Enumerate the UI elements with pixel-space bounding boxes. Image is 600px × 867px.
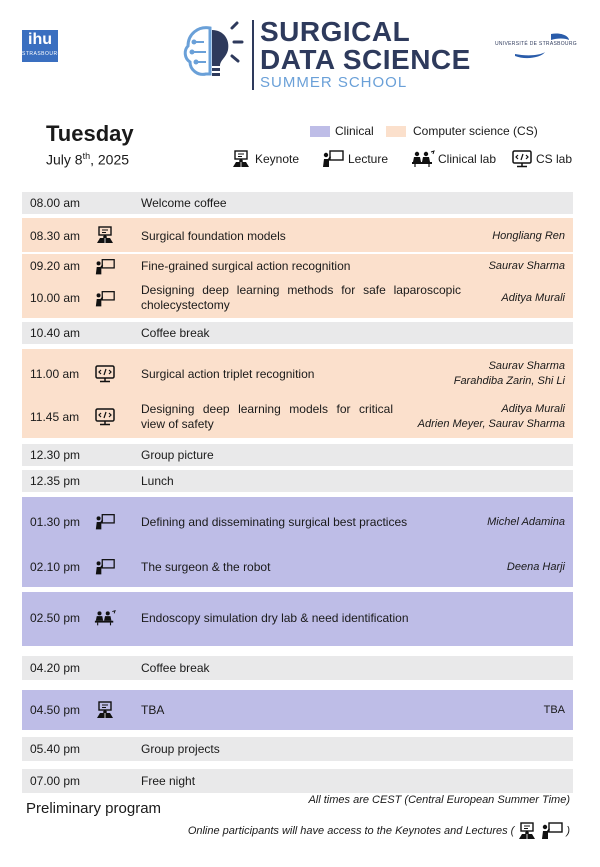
schedule-row — [22, 592, 573, 646]
cs-lab-icon — [94, 408, 116, 426]
session-title: Surgical action triplet recognition — [141, 367, 315, 381]
legend-cs-swatch — [386, 126, 406, 137]
session-speaker: TBA — [543, 704, 565, 716]
session-time: 07.00 pm — [30, 774, 81, 788]
brain-bulb-logo-icon — [180, 20, 246, 84]
session-speaker: Aditya Murali — [501, 292, 565, 304]
day-title: Tuesday — [46, 121, 134, 146]
session-title: TBA — [141, 703, 165, 717]
session-time: 04.20 pm — [30, 661, 81, 675]
session-title: Endoscopy simulation dry lab & need identification — [141, 611, 409, 625]
timezone-note: All times are CEST (Central European Summer Time) — [308, 794, 570, 806]
lecture-icon — [94, 513, 116, 531]
university-logo: UNIVERSITÉ DE STRASBOURG — [495, 30, 575, 62]
lecture-icon — [540, 822, 564, 840]
session-title: Group projects — [141, 742, 220, 756]
session-time: 01.30 pm — [30, 515, 81, 529]
title-divider — [252, 20, 254, 90]
schedule-row — [22, 254, 573, 278]
schedule-row — [22, 769, 573, 793]
legend-cs-lab: CS lab — [511, 150, 572, 168]
session-speaker: Hongliang Ren — [492, 230, 565, 242]
clinical-lab-icon — [411, 150, 435, 168]
session-title: Designing deep learning methods for safe laparoscopic cholecystectomy — [141, 283, 461, 312]
session-time: 10.00 am — [30, 291, 81, 305]
schedule-row — [22, 737, 573, 761]
keynote-icon — [94, 701, 116, 719]
legend-cs-label: Computer science (CS) — [413, 124, 538, 138]
cs-lab-icon — [94, 365, 116, 383]
schedule-row — [22, 444, 573, 466]
session-time: 11.45 am — [30, 410, 80, 424]
preliminary-label: Preliminary program — [26, 800, 162, 817]
session-time: 02.50 pm — [30, 611, 81, 625]
schedule-row — [22, 656, 573, 680]
school-title-line3: SUMMER SCHOOL — [260, 74, 408, 91]
session-title: Lunch — [141, 474, 174, 488]
session-time: 11.00 am — [30, 367, 80, 381]
session-time: 12.35 pm — [30, 474, 81, 488]
cs-lab-icon — [511, 150, 533, 168]
session-time: 08.30 am — [30, 229, 81, 243]
session-title: Designing deep learning models for critical view of safety — [141, 402, 393, 431]
session-speaker: Saurav Sharma — [488, 260, 565, 272]
keynote-icon — [230, 150, 252, 168]
school-title-line1: SURGICAL — [260, 16, 411, 47]
schedule-row — [22, 218, 573, 252]
session-title: Free night — [141, 774, 196, 788]
schedule-row — [22, 470, 573, 492]
schedule-row — [22, 322, 573, 344]
session-title: Welcome coffee — [141, 196, 227, 210]
schedule-row — [22, 192, 573, 214]
legend-clinical-lab: Clinical lab — [411, 150, 496, 168]
schedule-row — [22, 352, 573, 394]
schedule-row — [22, 510, 573, 534]
school-title-line2: DATA SCIENCE — [260, 44, 471, 75]
schedule-row — [22, 280, 573, 316]
session-time: 04.50 pm — [30, 703, 81, 717]
session-speakers: Saurav Sharma Farahdiba Zarin, Shi Li — [453, 360, 565, 387]
schedule-row — [22, 396, 573, 436]
session-title: Group picture — [141, 448, 214, 462]
session-speaker: Deena Harji — [506, 561, 565, 573]
schedule-row — [22, 555, 573, 579]
session-speaker: Michel Adamina — [487, 516, 565, 528]
lecture-icon — [321, 150, 345, 168]
keynote-icon — [516, 822, 538, 840]
session-title: Surgical foundation models — [141, 229, 286, 243]
session-title: Defining and disseminating surgical best practices — [141, 515, 408, 529]
lecture-icon — [94, 258, 116, 276]
legend-lecture: Lecture — [321, 150, 388, 168]
date-label: July 8th, 2025 — [46, 151, 130, 168]
legend-clinical-label: Clinical — [335, 124, 374, 138]
online-note: Online participants will have access to the Keynotes and Lectures ( ) — [188, 822, 570, 840]
clinical-lab-icon — [94, 609, 116, 627]
session-time: 10.40 am — [30, 326, 81, 340]
lecture-icon — [94, 290, 116, 308]
session-title: Fine-grained surgical action recognition — [141, 259, 351, 273]
session-time: 08.00 am — [30, 196, 81, 210]
session-time: 12.30 pm — [30, 448, 81, 462]
keynote-icon — [94, 226, 116, 244]
ihu-logo: ihu STRASBOURG — [22, 30, 58, 62]
session-time: 09.20 am — [30, 259, 81, 273]
schedule-row — [22, 690, 573, 730]
lecture-icon — [94, 558, 116, 576]
legend-clinical-swatch — [310, 126, 330, 137]
legend-keynote: Keynote — [230, 150, 299, 168]
session-speakers: Aditya Murali Adrien Meyer, Saurav Sharma — [417, 403, 565, 430]
session-time: 05.40 pm — [30, 742, 81, 756]
session-title: The surgeon & the robot — [141, 560, 271, 574]
session-title: Coffee break — [141, 326, 210, 340]
session-time: 02.10 pm — [30, 560, 81, 574]
session-title: Coffee break — [141, 661, 210, 675]
